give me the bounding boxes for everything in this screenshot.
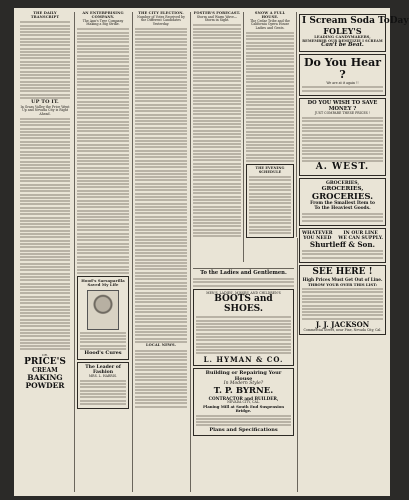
newspaper-page	[14, 8, 409, 496]
column-rule	[243, 12, 244, 262]
column-3	[135, 12, 187, 492]
text-block	[135, 28, 187, 343]
groceries-sub-1: From the Smallest Item to	[310, 200, 375, 206]
text-block	[20, 21, 70, 99]
article-heading: FOSTER'S FORECAST.	[193, 11, 241, 15]
groceries-line-1: GROCERIES,	[325, 181, 360, 187]
soda-ad	[299, 14, 409, 52]
text-block	[80, 332, 126, 350]
jackson-name: J. J. JACKSON	[315, 319, 370, 329]
jackson-address: Commercial Street, near Pine, Nevada City, Cal.	[303, 327, 382, 332]
fashion-name: MRS. L. HARRIS.	[88, 373, 118, 378]
planing-line: Planing Mill at South End Suspension Bridge.	[203, 403, 284, 414]
hear-subtitle: We are at it again !!	[326, 80, 359, 85]
column-rule	[74, 12, 75, 492]
in-our-line-label: IN OUR LINE	[343, 230, 378, 236]
article-subheading: The Ann's Tree Company Making a Big Strike.	[82, 18, 124, 27]
text-block	[193, 278, 294, 287]
whatever-label: WHATEVER	[302, 230, 333, 236]
local-news-heading: LOCAL NEWS.	[146, 343, 176, 348]
text-block	[196, 316, 291, 354]
text-block	[196, 415, 291, 427]
evening-schedule-title: THE EVENING SCHEDULE	[255, 166, 285, 175]
byrne-city: NEVADA CITY, CAL.	[227, 400, 260, 405]
see-here-title: SEE HERE !	[312, 267, 373, 278]
foley-subtitle: LEADING CANDYMAKERS,	[314, 34, 371, 39]
horizontal-rule	[193, 268, 294, 269]
shoes-title: BOOTS and SHOES.	[214, 294, 273, 315]
powder-line-3: POWDER	[25, 381, 65, 391]
column-2	[77, 12, 129, 492]
building-title: Building or Repairing Your House	[205, 370, 282, 382]
text-block	[249, 176, 291, 234]
ads-block-center	[193, 266, 294, 492]
plans-line: Plans and Specifications	[209, 426, 278, 433]
column-5	[246, 12, 294, 262]
hear-ad	[299, 54, 386, 96]
shoes-intro: MEN'S, LADIES', MISSES' AND CHILDREN'S	[206, 290, 281, 295]
text-block	[80, 380, 126, 405]
text-block	[246, 32, 294, 163]
groceries-sub-2: To the Heaviest Goods.	[314, 205, 371, 211]
column-rule	[296, 12, 297, 237]
portrait-illustration	[87, 290, 119, 330]
foley-name: FOLEY'S	[323, 25, 362, 36]
baking-powder-ad	[20, 352, 70, 392]
hoods-cures: Hood's Cures	[84, 350, 122, 357]
powder-line-1: CREAM	[32, 366, 58, 374]
throw-away-line: THROW YOUR OVER THIS LIST:	[307, 281, 378, 287]
powder-top: DR.	[42, 353, 48, 358]
soda-title: I Scream Soda ToDay	[302, 16, 409, 26]
powder-brand: PRICE'S	[24, 356, 66, 367]
article-heading: THE CITY ELECTION.	[138, 11, 184, 15]
supply-label: WE CAN SUPPLY.	[338, 235, 383, 241]
powder-line-2: BAKING	[27, 373, 63, 383]
save-money-ad	[299, 98, 386, 176]
article-subheading: The Cedar Tribe and the California Opera House Ladies and Gents.	[250, 18, 290, 30]
text-block	[77, 28, 129, 274]
builder-ad	[193, 368, 294, 436]
you-need-label: YOU NEED	[303, 235, 332, 241]
text-block	[302, 250, 383, 259]
article-heading: AN ENTERPRISING COMPANY.	[82, 11, 124, 19]
fashion-title: The Leader of Fashion	[85, 364, 121, 375]
west-name: A. WEST.	[315, 162, 370, 173]
byrne-name: T. P. BYRNE.	[213, 386, 274, 397]
article-subheading: In Grass Valley the Price Went Up and Nevada City is Right Ahead.	[20, 104, 70, 116]
save-subtitle: JUST COMPARE THESE PRICES !	[314, 111, 371, 116]
text-block	[302, 86, 383, 91]
groceries-ad	[299, 178, 386, 226]
article-heading: SNOW A FULL HOUSE.	[254, 11, 286, 19]
article-subheading: Number of Votes Received by the Different Candidates Yesterday.	[137, 14, 185, 26]
cant-beat: Can't be Beat.	[321, 42, 364, 49]
hoods-ad	[77, 276, 129, 360]
byrne-trade: CONTRACTOR and BUILDER,	[208, 395, 279, 401]
text-block	[302, 117, 383, 162]
article-subheading: Storm and Warm Wave—Storm in Sight.	[196, 14, 238, 23]
shoes-ad	[193, 289, 294, 367]
text-block	[20, 118, 70, 351]
hyman-name: L. HYMAN & CO.	[203, 354, 284, 364]
column-6-ads	[299, 12, 409, 492]
groceries-line-3: GROCERIES.	[311, 191, 374, 202]
masthead: THE DAILY TRANSCRIPT	[30, 11, 60, 19]
article-heading: UP TO IT.	[31, 99, 59, 106]
column-rule	[297, 238, 298, 492]
text-block	[302, 288, 383, 320]
column-rule	[190, 12, 191, 492]
hoods-title-2: Saved My Life	[87, 282, 119, 288]
text-block	[302, 213, 383, 222]
jackson-ad	[299, 265, 386, 335]
column-4	[193, 12, 241, 262]
high-prices-line: High Prices Must Get Out of Line.	[302, 276, 383, 282]
ladies-title: To the Ladies and Gentlemen.	[200, 270, 287, 276]
text-block	[135, 350, 187, 408]
hear-title: Do You Hear ?	[303, 56, 382, 82]
hoods-title: Hood's Sarsaparilla	[81, 278, 125, 284]
groceries-line-2: GROCERIES,	[321, 186, 364, 193]
column-rule	[132, 12, 133, 492]
evening-schedule-ad	[246, 164, 294, 238]
column-1	[20, 12, 70, 492]
shurtleff-ad	[299, 228, 386, 263]
shurtleff-name: Shurtleff & Son.	[309, 239, 376, 249]
fashion-ad	[77, 362, 129, 409]
remember-line: REMEMBER OUR DEMITIZIE I SCREAM	[302, 38, 383, 43]
building-subtitle: In Modern Style?	[223, 381, 264, 387]
save-title: DO YOU WISH TO SAVE MONEY ?	[307, 99, 378, 112]
text-block	[193, 24, 241, 237]
